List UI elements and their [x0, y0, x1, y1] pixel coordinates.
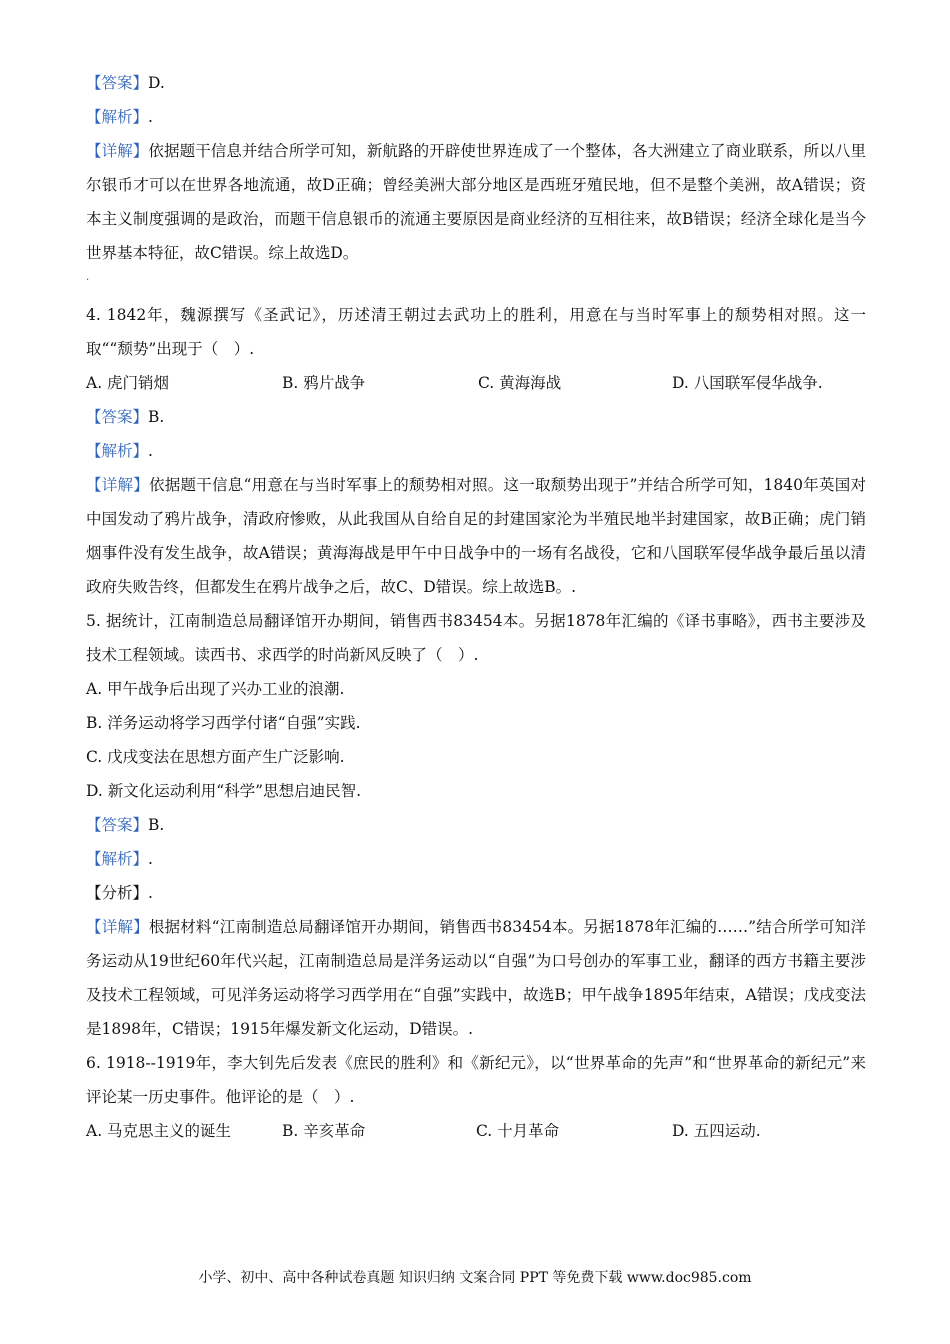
q5-option-a: A. 甲午战争后出现了兴办工业的浪潮.: [86, 680, 345, 698]
detail-text: 依据题干信息“用意在与当时军事上的颓势相对照。这一取颓势出现于”并结合所学可知，1840年英国对中国发动了鸦片战争，清政府惨败，从此我国从自给自足的封建国家沦为半殖民地半封建国家，故B正确；虎门销烟事件没有发生战争，故A错误；黄海海战是甲午中日战争中的一场有名战役，它和八国联军侵华战争最后虽以清政府失败告终，但都发生在鸦片战争之后，故C、D错误。综上故选B。.: [86, 476, 866, 596]
analysis-value: .: [148, 850, 153, 868]
q6-option-a: A. 马克思主义的诞生: [86, 1122, 232, 1140]
q4-options: [86, 366, 866, 400]
analysis-value: .: [148, 108, 153, 126]
q6-options: [86, 1114, 866, 1148]
answer-tag: 【答案】: [86, 816, 149, 834]
answer-tag: 【答案】: [86, 74, 149, 92]
trailing-dot: .: [86, 272, 90, 283]
q5-fenxi: [86, 876, 866, 910]
q3-analysis: [86, 100, 866, 134]
answer-tag: 【答案】: [86, 408, 149, 426]
analysis-tag: 【解析】: [86, 850, 149, 868]
q4-option-b: B. 鸦片战争: [282, 374, 366, 392]
q4-option-d: D. 八国联军侵华战争.: [672, 374, 823, 392]
analysis-value: .: [148, 442, 153, 460]
q6-option-d: D. 五四运动.: [672, 1122, 761, 1140]
detail-tag: 【详解】: [86, 476, 149, 494]
q5-detail: [86, 910, 866, 1046]
answer-value: B.: [148, 408, 165, 426]
q5-answer: [86, 808, 866, 842]
analysis-tag: 【解析】: [86, 108, 149, 126]
detail-tag: 【详解】: [86, 142, 149, 160]
q4-detail: [86, 468, 866, 604]
q4-stem: 4. 1842年，魏源撰写《圣武记》，历述清王朝过去武功上的胜利，用意在与当时军事上的颓势相对照。这一取““颓势”出现于（ ）.: [86, 306, 866, 358]
detail-text: 根据材料“江南制造总局翻译馆开办期间，销售西书83454本。另据1878年汇编的……”结合所学可知洋务运动从19世纪60年代兴起，江南制造总局是洋务运动以“自强”为口号创办的军事工业，翻译的西方书籍主要涉及技术工程领域，可见洋务运动将学习西学用在“自强”实践中，故选B；甲午战争1895年结束，A错误；戊戌变法是1898年，C错误；1915年爆发新文化运动，D错误。.: [86, 918, 866, 1038]
footer-ad: 小学、初中、高中各种试卷真题 知识归纳 文案合同 PPT 等免费下载 www.doc985.com: [198, 1270, 752, 1286]
q5-analysis: [86, 842, 866, 876]
q5-stem: 5. 据统计，江南制造总局翻译馆开办期间，销售西书83454本。另据1878年汇编的《译书事略》，西书主要涉及技术工程领域。读西书、求西学的时尚新风反映了（ ）.: [86, 612, 866, 664]
q4-option-c: C. 黄海海战: [478, 374, 562, 392]
q5-option-d: D. 新文化运动利用“科学”思想启迪民智.: [86, 782, 362, 800]
q4-analysis: [86, 434, 866, 468]
analysis-tag: 【解析】: [86, 442, 149, 460]
fenxi-tag: 【分析】: [86, 884, 149, 902]
q5-option-c: C. 戊戌变法在思想方面产生广泛影响.: [86, 748, 345, 766]
answer-value: D.: [148, 74, 165, 92]
detail-text: 依据题干信息并结合所学可知，新航路的开辟使世界连成了一个整体，各大洲建立了商业联系，所以八里尔银币才可以在世界各地流通，故D正确；曾经美洲大部分地区是西班牙殖民地，但不是整个美洲，故A错误；资本主义制度强调的是政治，而题干信息银币的流通主要原因是商业经济的互相往来，故B错误；经济全球化是当今世界基本特征，故C错误。综上故选D。: [86, 142, 866, 262]
q4-answer: [86, 400, 866, 434]
q3-detail: [86, 134, 866, 270]
q5-option-b: B. 洋务运动将学习西学付诸“自强”实践.: [86, 714, 361, 732]
q6-option-c: C. 十月革命: [476, 1122, 560, 1140]
fenxi-value: .: [148, 884, 153, 902]
document-page: [86, 66, 866, 1148]
q6-stem: 6. 1918--1919年，李大钊先后发表《庶民的胜利》和《新纪元》，以“世界革命的先声”和“世界革命的新纪元”来评论某一历史事件。他评论的是（ ）.: [86, 1054, 866, 1106]
detail-tag: 【详解】: [86, 918, 149, 936]
q6-option-b: B. 辛亥革命: [282, 1122, 366, 1140]
q3-answer: [86, 66, 866, 100]
answer-value: B.: [148, 816, 165, 834]
q4-option-a: A. 虎门销烟: [86, 374, 170, 392]
